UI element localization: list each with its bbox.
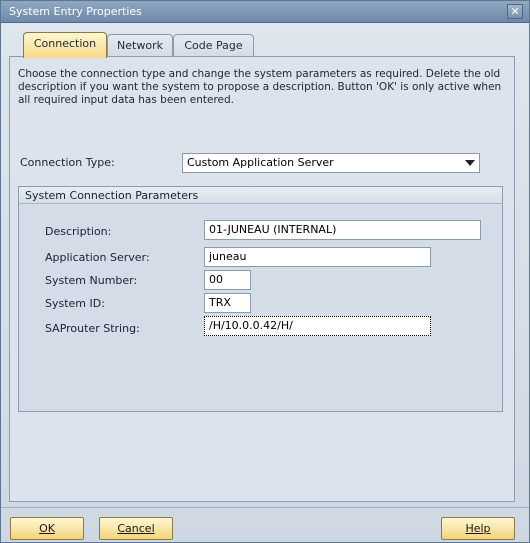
connection-type-select[interactable] [182,153,480,173]
cancel-button-label: Cancel [117,522,155,535]
help-button-label: Help [465,522,491,535]
title-bar[interactable] [1,1,529,23]
tab-network[interactable]: Network [107,34,173,57]
ok-button[interactable] [10,517,84,540]
system-number-label: System Number: [45,274,138,287]
connection-type-label: Connection Type: [20,156,115,169]
help-button[interactable] [441,517,515,540]
application-server-field[interactable]: juneau [204,247,431,267]
saprouter-string-label: SAProuter String: [45,322,140,335]
group-title: System Connection Parameters [25,189,199,202]
system-number-field[interactable]: 00 [204,270,251,290]
close-icon[interactable]: ✕ [507,4,523,19]
connection-type-value: Custom Application Server [187,156,334,169]
description-label: Description: [45,225,112,238]
group-header [19,187,502,204]
footer-divider [1,507,529,508]
application-server-label: Application Server: [45,251,150,264]
description-field[interactable]: 01-JUNEAU (INTERNAL) [204,220,481,240]
tab-code-page[interactable]: Code Page [173,34,254,57]
instructions-text: Choose the connection type and change the system parameters as required. Delete the old description if you want the system to propose a description. Button 'OK' is only active when all required input data has been entered. [18,68,502,106]
ok-button-label: OK [39,522,55,535]
system-id-label: System ID: [45,297,105,310]
window-title: System Entry Properties [9,5,142,18]
tab-connection[interactable]: Connection [23,32,107,58]
chevron-down-icon[interactable] [465,160,475,166]
cancel-button[interactable] [99,517,173,540]
system-id-field[interactable]: TRX [204,293,251,313]
saprouter-string-field[interactable]: /H/10.0.0.42/H/ [204,316,431,336]
